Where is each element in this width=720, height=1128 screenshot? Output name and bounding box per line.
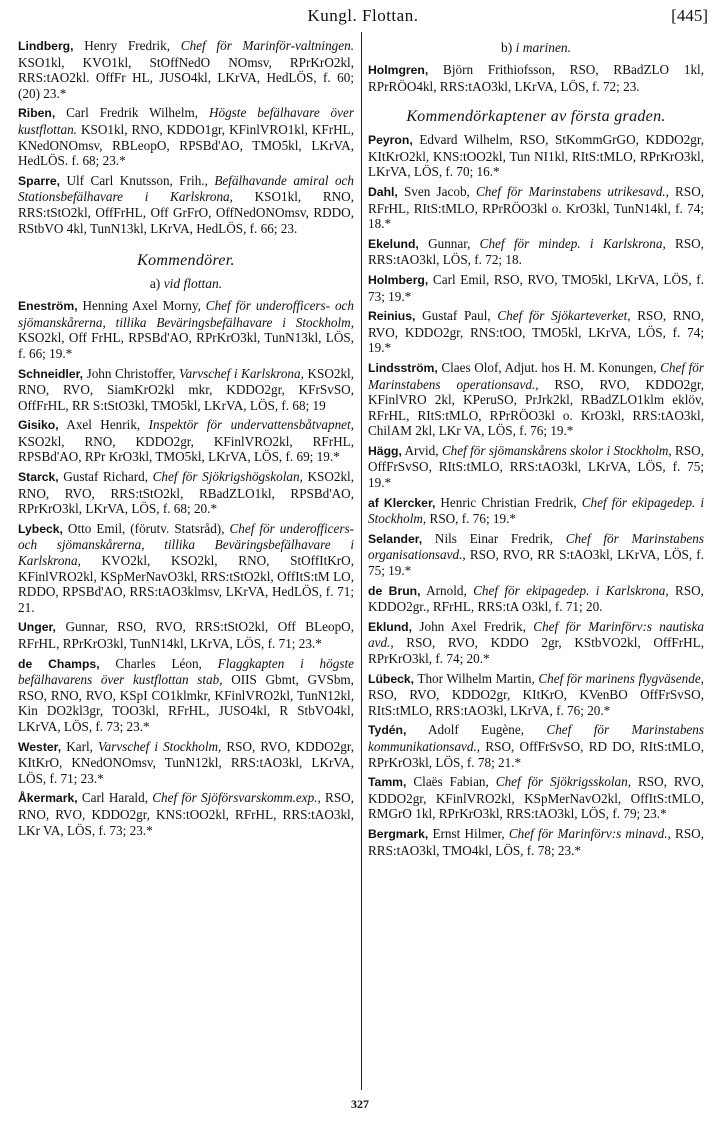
entry-given: Sven Jacob,: [397, 183, 477, 199]
roster-entry: [368, 272, 704, 304]
entry-given: Axel Henrik,: [58, 417, 149, 433]
entry-surname: de Champs,: [18, 656, 100, 671]
entry-title: Chef för ekipagedep. i Stockholm,: [368, 494, 704, 527]
entry-title: Chef för Sjökrigsskolan,: [495, 774, 631, 790]
entry-surname: Gisiko,: [18, 418, 59, 433]
entry-surname: Tydén,: [368, 723, 407, 738]
sub-heading-prefix: b): [500, 40, 516, 55]
roster-entry: [368, 583, 704, 615]
entry-given: Henry Fredrik,: [73, 38, 181, 53]
entry-details: KSO1kl, RNO, RRS:tStO2kl, OffFrHL, Off GrFrO, OffNedONOmsv, RDDO, RStbVO 4kl, TunN13kl, LKrVA, HedLÖS, f. 66; 23.: [18, 189, 354, 236]
entry-surname: Åkermark,: [18, 791, 78, 806]
entry-surname: de Brun,: [368, 583, 421, 598]
entry-given: Carl Fredrik Wilhelm,: [55, 105, 209, 121]
entry-details: RSO, OffFrSvSO, RD DO, RItS:tMLO, RPrKrO3kl, LÖS, f. 78; 21.*: [368, 738, 704, 770]
roster-entry: [18, 739, 354, 787]
entry-title: Chef för marinens flygväsende,: [538, 670, 704, 686]
entry-details: KSO1kl, RNO, KDDO1gr, KFinlVRO1kl, KFrHL, KNedONOmsv, RBLeopO, RPSBd'AO, TMO5kl, LKrVA, HedLÖS. f. 68; 23.*: [18, 121, 354, 169]
entry-details: RSO, RVO, RR S:tAO3kl, LKrVA, LÖS, f. 75; 19.*: [368, 547, 704, 579]
entry-title: Chef för Marinstabens operationsavd.,: [368, 359, 704, 392]
entry-given: Arnold,: [420, 582, 474, 598]
entry-given: Charles Léon,: [99, 655, 218, 671]
entry-surname: Sparre,: [18, 173, 61, 188]
roster-entry: [18, 656, 354, 735]
entry-given: Gunnar,: [418, 235, 480, 251]
entry-given: Henning Axel Morny,: [77, 298, 206, 314]
entry-surname: Reinius,: [368, 309, 416, 324]
entry-surname: Holmberg,: [368, 272, 429, 287]
roster-entry: [18, 38, 354, 101]
entry-details: RSO, RRS:tAO3kl, TMO4kl, LÖS, f. 78; 23.*: [368, 825, 704, 858]
right-entries: [368, 132, 704, 858]
roster-entry: [18, 469, 354, 517]
roster-entry: [368, 495, 704, 527]
entry-title: Chef för Marinstabens organisationsavd.,: [368, 530, 704, 563]
left-top-entries: [18, 38, 354, 236]
entry-title: Chef för ekipagedep. i Karlskrona,: [473, 582, 669, 598]
entry-details: KVO2kl, KSO2kl, RNO, StOffItKrO, KFinlVRO2kl, KSpMerNavO3kl, RRS:tStO2kl, OffItS:tM LO, RDDO, RPSBd'AO, RRS:tAO3klmsv, LKrVA, HedLÖS, f. 71; 21.: [18, 553, 354, 615]
entry-surname: Dahl,: [368, 184, 398, 199]
entry-title: Befälhavande amiral och Stationsbefälhavare i Karlskrona,: [18, 172, 354, 205]
roster-entry: [18, 417, 354, 465]
roster-entry: [368, 826, 704, 858]
entry-given: Nils Einar Fredrik,: [422, 530, 566, 546]
entry-given: Ernst Hilmer,: [428, 825, 509, 841]
roster-entry: [18, 173, 354, 236]
sub-heading-vid-flottan: [18, 276, 354, 292]
entry-title: Chef för Sjöförsvarskomm.exp.,: [152, 790, 321, 806]
roster-entry: [368, 722, 704, 770]
entry-surname: Riben,: [18, 106, 56, 121]
entry-title: Chef för sjömanskårens skolor i Stockholm,: [441, 442, 672, 458]
entry-given: Adolf Eugène,: [406, 722, 547, 738]
entry-title: Chef för mindep. i Karlskrona,: [479, 235, 666, 251]
entry-surname: Starck,: [18, 470, 59, 485]
entry-title: Chef för Marinförv:s nautiska avd.,: [368, 618, 704, 651]
entry-details: RSO, RRS:tAO3kl, LÖS, f. 72; 18.: [368, 235, 704, 268]
entry-details: RSO, RVO, KDDO2gr, KItKrO, KNedONOmsv, TunN12kl, RRS:tAO3kl, LKrVA, LÖS, f. 71; 23.*: [18, 738, 354, 786]
entry-given: Claes Olof, Adjut. hos H. M. Konungen,: [437, 359, 661, 375]
entry-title: Varvschef i Stockholm,: [98, 738, 222, 754]
entry-title: Chef för Marinstabens kommunikationsavd.,: [368, 722, 704, 754]
entry-given: Karl,: [61, 738, 99, 754]
sub-heading-i-marinen: [368, 40, 704, 56]
roster-entry: [18, 366, 354, 414]
running-title: Kungl. Flottan.: [307, 6, 419, 25]
roster-entry: [368, 236, 704, 268]
entry-details: RSO, RVO, KDDO2gr, KFinlVRO 2kl, KPeruSO, PrJrk2kl, RBadZLO1klm eklöv, RFrHL, RItS:tMLO, RPrRÖO3kl o. KrO3kl, RRS:tAO3kl, ChilAM 2kl, LKr VA, LÖS, f. 76; 19.*: [368, 376, 704, 439]
entry-title: Chef för underofficers- och sjömanskårerna, tillika Beväringsbefälhavare i Stockholm,: [18, 298, 354, 330]
section-heading-kommendorkaptener: Kommendörkaptener av första graden.: [406, 108, 666, 126]
roster-entry: [368, 62, 704, 94]
roster-entry: [18, 298, 354, 361]
entry-given: Carl Harald,: [77, 790, 153, 806]
roster-entry: [368, 360, 704, 439]
entry-given: John Christoffer,: [83, 365, 179, 381]
entry-details: RSO, RVO, KDDO 2gr, KStbVO2kl, OffFrHL, RPrKrO3kl, f. 74; 20.*: [368, 635, 704, 666]
left-entries: [18, 298, 354, 838]
entry-details: OIIS Gbmt, GVSbm, RSO, RNO, RVO, KSpI CO1klmkr, KFinlVRO2kl, TunN12kl, Kin DO2kl3gr, TOO3kl, RFrHL, JUSO4kl, R StbVO4kl, LKrVA, LÖS, f. 73; 23.*: [18, 672, 354, 734]
entry-surname: af Klercker,: [368, 495, 436, 510]
entry-details: RSO, RVO, KDDO2gr, KFinlVRO2kl, KSpMerNavO2kl, OffItS:tMLO, RMGrO 1kl, RPrKrO3kl, RRS:tAO3kl, LÖS, f. 79; 23.*: [368, 774, 704, 822]
entry-details: KSO2kl, RNO, KDDO2gr, KFinlVRO2kl, RFrHL, RPSBd'AO, RPr KrO3kl, TMO5kl, LKrVA, LÖS, f. 69; 19.*: [18, 433, 354, 465]
entry-surname: Eneström,: [18, 299, 78, 314]
entry-given: Gustaf Paul,: [415, 308, 498, 324]
roster-entry: [18, 790, 354, 838]
left-column: [18, 38, 354, 842]
entry-title: Flaggkapten i högste befälhavarens över kustflottan stab,: [18, 655, 354, 688]
section-heading-kommendorer: Kommendörer.: [137, 252, 235, 270]
sub-heading-label: i marinen.: [515, 40, 572, 55]
entry-given: Carl Emil, RSO, RVO, TMO5kl, LKrVA, LÖS, f. 73; 19.*: [368, 271, 704, 304]
entry-surname: Schneidler,: [18, 366, 84, 381]
page-number-top: [445]: [671, 6, 708, 25]
entry-given: Gustaf Richard,: [58, 469, 153, 485]
entry-surname: Lübeck,: [368, 671, 415, 686]
entry-details: RSO, RFrHL, RItS:tMLO, RPrRÖO3kl o. KrO3kl, TunN14kl, f. 74; 18.*: [368, 183, 705, 232]
entry-given: Henric Christian Fredrik,: [435, 494, 582, 510]
entry-surname: Lindberg,: [18, 39, 74, 53]
entry-details: RSO, RVO, KDDO2gr, KItKrO, KVenBO OffFrSvSO, RItS:tMLO, RRS:tAO3kl, LKrVA, f. 76; 20.*: [368, 687, 704, 718]
page-header: [18, 4, 708, 28]
roster-entry: [18, 521, 354, 616]
entry-title: Chef för underofficers- och sjömanskårerna, tillika Beväringsbefälhavare i Karlskrona,: [18, 520, 354, 569]
entry-details: RSO, KDDO2gr., RFrHL, RRS:tA O3kl, f. 71; 20.: [368, 582, 704, 615]
entry-details: KSO2kl, RNO, RVO, RRS:tStO2kl, RBadZLO1kl, RPSBd'AO, RPrKrO3kl, LKrVA, LÖS, f. 68; 20.*: [18, 469, 354, 517]
entry-surname: Peyron,: [368, 133, 413, 148]
entry-details: KSO1kl, KVO1kl, StOffNedO NOmsv, RPrKrO2kl, RRS:tAO2kl. OffFr HL, JUSO4kl, LKrVA, HedLÖS, f. 60; (20) 23.*: [18, 54, 354, 101]
roster-entry: [368, 531, 704, 579]
entry-surname: Lybeck,: [18, 521, 63, 536]
entry-surname: Eklund,: [368, 619, 413, 634]
entry-details: KSO2kl, Off FrHL, RPSBd'AO, RPrKrO3kl, TunN13kl, LÖS, f. 66; 19.*: [18, 330, 354, 361]
entry-title: Chef för Marinstabens utrikesavd.,: [476, 183, 669, 199]
roster-entry: [18, 619, 354, 651]
column-divider: [361, 32, 362, 1090]
entry-given: Ulf Carl Knutsson, Frih.,: [60, 172, 215, 188]
sub-heading-label: vid flottan.: [163, 276, 223, 292]
entry-title: Chef för Marinför-valtningen.: [180, 38, 354, 53]
page-number-bottom: 327: [351, 1097, 369, 1111]
entry-given: Thor Wilhelm Martin,: [414, 670, 539, 686]
roster-entry: [368, 184, 704, 232]
entry-surname: Wester,: [18, 739, 62, 754]
entry-surname: Selander,: [368, 531, 423, 546]
entry-surname: Unger,: [18, 620, 56, 635]
entry-given: Arvid,: [401, 442, 442, 458]
sub-heading-prefix: a): [149, 276, 164, 292]
entry-details: RSO, f. 76; 19.*: [426, 511, 516, 527]
entry-surname: Holmgren,: [368, 63, 429, 77]
entry-given: Otto Emil, (förutv. Statsråd),: [62, 520, 230, 536]
right-column: [368, 38, 704, 862]
roster-entry: [368, 774, 704, 822]
entry-details: RSO, RNO, RVO, KDDO2gr, KNS:tOO2kl, RFrHL, RRS:tAO3kl, LKr VA, LÖS, f. 73; 23.*: [18, 790, 354, 838]
entry-given: Edvard Wilhelm, RSO, StKommGrGO, KDDO2gr, KItKrO2kl, KNS:tOO2kl, Tun NI1kl, RItS:tMLO, RPrKrO3kl, LKrVA, LÖS, f. 70; 16.*: [368, 132, 704, 180]
roster-entry: [368, 671, 704, 719]
entry-details: KSO2kl, RNO, RVO, SiamKrO2kl mkr, KDDO2gr, KFrSvSO, OffFrHL, RR S:tStO3kl, TMO5kl, LKrVA, LÖS, f. 68; 19: [18, 365, 355, 413]
entry-title: Högste befälhavare över kustflottan.: [18, 105, 354, 137]
roster-entry: [368, 619, 704, 667]
entry-surname: Ekelund,: [368, 236, 419, 251]
roster-entry: [368, 308, 704, 356]
entry-title: Inspektör för undervattensbåtvapnet,: [148, 417, 354, 433]
roster-entry: [18, 105, 354, 168]
entry-surname: Lindsström,: [368, 360, 438, 375]
entry-title: Varvschef i Karlskrona,: [179, 365, 304, 381]
entry-given: Björn Frithiofsson, RSO, RBadZLO 1kl, RPrRÖO4kl, RRS:tAO3kl, LKrVA, LÖS, f. 72; 23.: [368, 62, 704, 94]
entry-title: Chef för Marinförv:s minavd.,: [508, 825, 671, 841]
roster-entry: [368, 132, 704, 180]
right-top-entries: [368, 62, 704, 94]
roster-entry: [368, 443, 704, 491]
entry-given: Claës Fabian,: [406, 774, 496, 790]
entry-given: John Axel Fredrik,: [412, 618, 534, 634]
entry-given: Gunnar, RSO, RVO, RRS:tStO2kl, Off BLeopO, RFrHL, RPrKrO3kl, TunN14kl, LKrVA, LÖS, f. 71; 23.*: [18, 619, 354, 651]
entry-details: RSO, RNO, RVO, KDDO2gr, RNS:tOO, TMO5kl, LKrVA, LÖS, f. 74; 19.*: [368, 308, 705, 356]
entry-surname: Bergmark,: [368, 826, 429, 841]
entry-title: Chef för Sjökrigshögskolan,: [152, 469, 303, 485]
entry-surname: Tamm,: [368, 775, 407, 790]
entry-surname: Hägg,: [368, 443, 402, 458]
entry-title: Chef för Sjökarteverket,: [497, 308, 631, 324]
entry-details: RSO, OffFrSvSO, RItS:tMLO, RRS:tAO3kl, LKrVA, LÖS, f. 75; 19.*: [368, 442, 705, 491]
